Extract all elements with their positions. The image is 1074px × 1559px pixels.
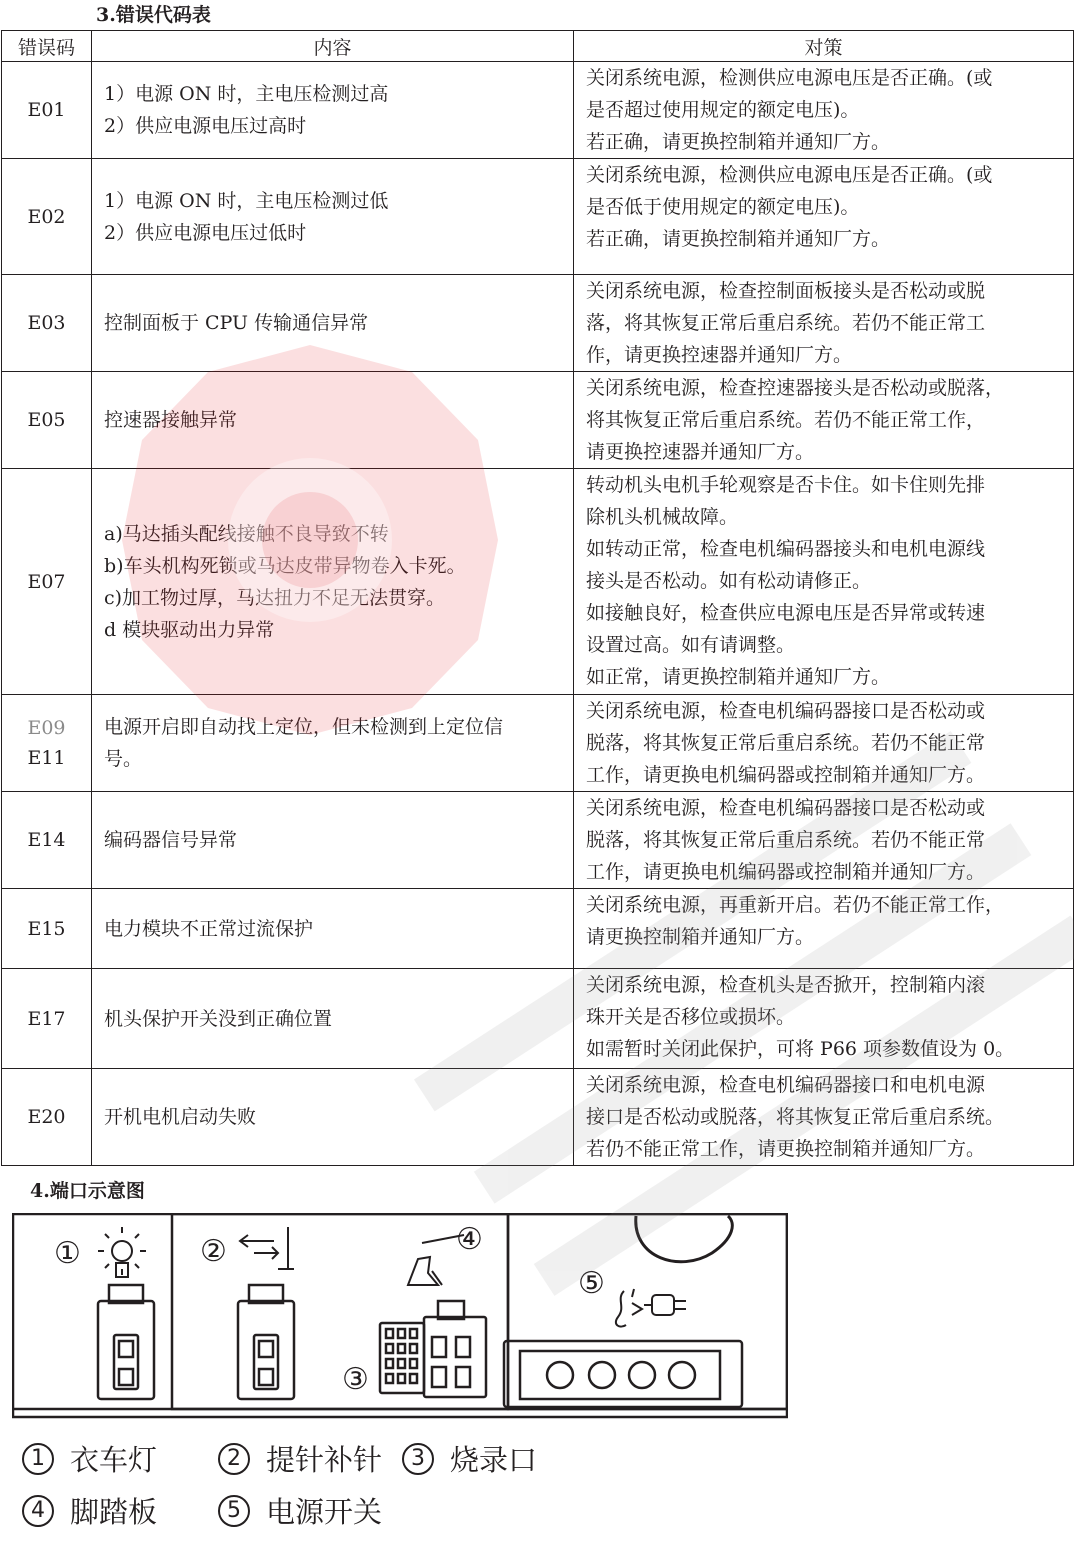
measure-cell [574,469,1074,695]
content-line: 1）电源 ON 时，主电压检测过高 [104,83,389,105]
measure-cell [574,1069,1074,1166]
measure-line: 关闭系统电源，检查电机编码器接口和电机电源 [586,1074,986,1096]
measure-line: 脱落，将其恢复正常后重启系统。若仍不能正常 [586,732,986,754]
legend-item-power [218,1490,382,1531]
error-code-cell [2,62,92,159]
content-cell [92,469,574,695]
error-code-cell [2,695,92,792]
measure-cell [574,275,1074,372]
measure-cell [574,792,1074,889]
power-cable [636,1216,733,1262]
legend-label: 烧录口 [450,1443,538,1477]
table-row [2,372,1074,469]
content-cell [92,62,574,159]
error-code: E17 [27,1007,66,1030]
content-cell [92,792,574,889]
needle-port [238,1285,294,1399]
measure-line: 关闭系统电源，检查机头是否掀开，控制箱内滚 [586,974,986,996]
marker-5: ⑤ [578,1266,605,1301]
legend-number: 3 [402,1443,434,1475]
error-code-cell [2,792,92,889]
content-cell [92,695,574,792]
measure-line: 是否超过使用规定的额定电压)。 [586,99,860,121]
section-3-title: 3.错误代码表 [96,4,211,26]
error-code: E01 [27,99,66,121]
measure-line: 关闭系统电源，检测供应电源电压是否正确。(或 [586,67,993,89]
error-code-table [1,30,1074,1166]
content-line: 2）供应电源电压过高时 [104,115,307,137]
legend-label: 衣车灯 [70,1443,158,1477]
measure-line: 转动机头电机手轮观察是否卡住。如卡住则先排 [586,474,986,496]
legend-item-lamp [22,1438,157,1479]
table-row [2,969,1074,1069]
measure-line: 关闭系统电源，检查控制面板接头是否松动或脱 [586,280,986,302]
measure-line: 作，请更换控速器并通知厂方。 [586,344,853,366]
content-line: 号。 [104,748,143,770]
legend-label: 提针补针 [266,1443,383,1477]
measure-line: 如接触良好，检查供应电源电压是否异常或转速 [586,602,986,624]
error-code-cell [2,889,92,969]
measure-line: 关闭系统电源，检查控速器接头是否松动或脱落， [586,377,1005,399]
measure-line: 接口是否松动或脱落，将其恢复正常后重启系统。 [586,1106,1005,1128]
content-line: 2）供应电源电压过低时 [104,221,307,244]
table-row [2,62,1074,159]
measure-line: 设置过高。如有请调整。 [586,634,796,656]
measure-line: 关闭系统电源，检查电机编码器接口是否松动或 [586,797,986,819]
content-line: 开机电机启动失败 [104,1106,257,1128]
content-cell [92,372,574,469]
legend-label: 电源开关 [266,1495,383,1529]
measure-line: 接头是否松动。如有松动请修正。 [586,570,872,592]
measure-line: 脱落，将其恢复正常后重启系统。若仍不能正常 [586,829,986,851]
header-error-code: 错误码 [2,31,92,62]
error-code-cell [2,969,92,1069]
error-code: E15 [27,917,66,940]
content-line: 编码器信号异常 [104,829,238,851]
measure-line: 是否低于使用规定的额定电压)。 [586,196,860,218]
error-code-cell [2,1069,92,1166]
measure-line: 如转动正常，检查电机编码器接头和电机电源线 [586,538,986,560]
content-line: d 模块驱动出力异常 [104,618,275,641]
error-code: E20 [27,1106,66,1128]
table-row [2,275,1074,372]
error-code-cell [2,275,92,372]
measure-cell [574,889,1074,969]
error-code-cell [2,469,92,695]
content-line: b)车头机构死锁或马达皮带异物卷入卡死。 [104,554,466,577]
legend-label: 脚踏板 [70,1495,158,1529]
burn-port [380,1323,424,1393]
measure-cell [574,969,1074,1069]
content-line: 机头保护开关没到正确位置 [104,1007,333,1030]
measure-cell [574,62,1074,159]
measure-line: 如需暂时关闭此保护，可将 P66 项参数值设为 0。 [586,1038,1015,1060]
measure-line: 除机头机械故障。 [586,506,739,528]
legend-item-pedal [22,1490,157,1531]
measure-line: 若正确，请更换控制箱并通知厂方。 [586,228,891,250]
pedal-port [424,1301,486,1397]
measure-line: 请更换控速器并通知厂方。 [586,441,815,463]
power-switch [504,1341,742,1407]
content-cell [92,159,574,275]
error-code: E07 [27,570,66,593]
table-row [2,889,1074,969]
measure-line: 如正常，请更换控制箱并通知厂方。 [586,666,891,688]
error-code-cell [2,159,92,275]
error-code: E11 [27,747,66,769]
marker-2: ② [200,1234,227,1269]
plug-icon [616,1289,686,1327]
legend-number: 1 [22,1443,54,1475]
header-measure: 对策 [574,31,1074,62]
lamp-icon [98,1227,146,1277]
measure-line: 珠开关是否移位或损坏。 [586,1006,796,1028]
right-panel [508,1214,787,1409]
measure-cell [574,695,1074,792]
content-line: 1）电源 ON 时，主电压检测过低 [104,189,389,212]
legend-item-needle [218,1438,382,1479]
marker-4: ④ [456,1222,483,1257]
measure-cell [574,372,1074,469]
section-4-title: 4.端口示意图 [30,1180,145,1202]
measure-line: 关闭系统电源，检测供应电源电压是否正确。(或 [586,164,993,186]
measure-line: 关闭系统电源，再重新开启。若仍不能正常工作， [586,894,1005,916]
measure-line: 将其恢复正常后重启系统。若仍不能正常工作， [586,409,986,431]
table-row [2,159,1074,275]
content-cell [92,275,574,372]
table-header-row [2,31,1074,62]
content-line: c)加工物过厚，马达扭力不足无法贯穿。 [104,586,446,609]
port-diagram [12,1213,788,1419]
legend-number: 4 [22,1495,54,1527]
content-line: 电源开启即自动找上定位，但未检测到上定位信 [104,716,504,738]
lamp-port [98,1285,154,1399]
content-line: a)马达插头配线接触不良导致不转 [104,522,389,545]
table-row [2,792,1074,889]
marker-1: ① [54,1236,81,1271]
marker-3: ③ [342,1362,369,1397]
content-cell [92,889,574,969]
legend-item-burn [402,1438,537,1479]
measure-line: 工作，请更换电机编码器或控制箱并通知厂方。 [586,764,986,786]
legend-number: 5 [218,1495,250,1527]
content-cell [92,969,574,1069]
measure-line: 若正确，请更换控制箱并通知厂方。 [586,131,891,153]
content-line: 控速器接触异常 [104,409,238,431]
error-code-cell [2,372,92,469]
legend-number: 2 [218,1443,250,1475]
content-line: 控制面板于 CPU 传输通信异常 [104,312,369,334]
error-code: E09 [27,717,66,739]
error-code: E02 [27,205,66,228]
error-code: E05 [27,409,66,431]
table-row [2,469,1074,695]
measure-line: 若仍不能正常工作，请更换控制箱并通知厂方。 [586,1138,986,1160]
content-cell [92,1069,574,1166]
header-content: 内容 [92,31,574,62]
measure-line: 请更换控制箱并通知厂方。 [586,926,815,948]
measure-line: 落，将其恢复正常后重启系统。若仍不能正常工 [586,312,986,334]
measure-cell [574,159,1074,275]
content-line: 电力模块不正常过流保护 [104,917,314,940]
measure-line: 关闭系统电源，检查电机编码器接口是否松动或 [586,700,986,722]
table-row [2,1069,1074,1166]
needle-icon [240,1227,294,1269]
table-row [2,695,1074,792]
error-code: E03 [27,312,66,334]
measure-line: 工作，请更换电机编码器或控制箱并通知厂方。 [586,861,986,883]
error-code: E14 [27,829,66,851]
